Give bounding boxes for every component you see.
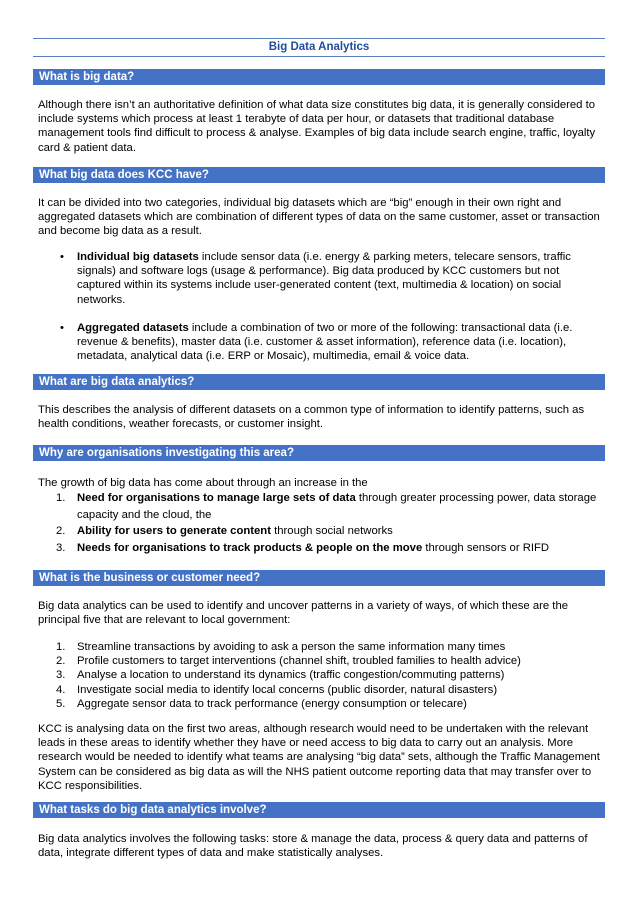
title-rule-top <box>33 38 605 39</box>
numbered-list-analytics-uses <box>56 640 602 711</box>
list-number: 5. <box>56 697 66 710</box>
list-item <box>56 683 602 697</box>
bullet-bold-term: Aggregated datasets <box>77 321 189 334</box>
list-number: 4. <box>56 683 66 696</box>
list-bold-text: Ability for users to generate content <box>77 525 271 537</box>
paragraph-growth-intro: The growth of big data has come about through an increase in the <box>38 477 368 489</box>
list-item <box>56 523 602 540</box>
list-text: Aggregate sensor data to track performance (energy consumption or telecare) <box>77 697 467 710</box>
list-item <box>56 490 602 523</box>
bullet-text: include sensor data (i.e. energy & parking meters, telecare sensors, traffic signals) and software logs (usage & performance). Big data produced by KCC customers but not captured within its systems include user-generated content (text, multimedia & location) on social networks. <box>77 251 571 306</box>
list-item <box>56 654 602 668</box>
paragraph-kcc-analysis: KCC is analysing data on the first two areas, although research would need to be undertaken with the relevant leads in these areas to identify whether they have or need access to big data to carry out an analysis. More research would be needed to identify what teams are analysing “big data” sets, although the Traffic Management System can be considered as big data as will the NHS patient outcome reporting data that may transfer over to KCC responsibilities. <box>38 723 600 792</box>
list-number: 2. <box>56 525 66 537</box>
section-heading-big-data-analytics: What are big data analytics? <box>33 374 605 390</box>
title-rule-bottom <box>33 56 605 57</box>
paragraph-analytics-tasks: Big data analytics involves the following tasks: store & manage the data, process & query data and patterns of data, integrate different types of data and make statistically analyses. <box>38 833 588 860</box>
list-number: 1. <box>56 492 66 504</box>
section-heading-why-investigating: Why are organisations investigating this area? <box>33 445 605 461</box>
list-text: Analyse a location to understand its dynamics (traffic congestion/commuting patterns) <box>77 669 505 682</box>
section-heading-business-need: What is the business or customer need? <box>33 570 605 586</box>
bullet-list-dataset-types <box>38 250 594 363</box>
bullet-item <box>38 321 594 364</box>
list-bold-text: Needs for organisations to track products & people on the move <box>77 541 423 554</box>
bullet-item <box>38 250 594 307</box>
list-text: Profile customers to target interventions (channel shift, troubled families to health advice) <box>77 655 521 668</box>
list-text: through greater processing power, data storage capacity and the cloud, the <box>77 492 597 521</box>
list-number: 1. <box>56 641 66 653</box>
paragraph-patterns-intro: Big data analytics can be used to identify and uncover patterns in a variety of ways, of which these are the principal five that are relevant to local government: <box>38 600 569 627</box>
section-heading-analytics-tasks: What tasks do big data analytics involve? <box>33 802 605 818</box>
list-number: 3. <box>56 669 66 682</box>
bullet-dot-icon: • <box>60 321 64 334</box>
bullet-bold-term: Individual big datasets <box>77 251 199 263</box>
section-heading-what-is-big-data: What is big data? <box>33 69 605 85</box>
list-text: Streamline transactions by avoiding to ask a person the same information many times <box>77 641 506 653</box>
list-number: 3. <box>56 541 66 554</box>
list-number: 2. <box>56 655 66 668</box>
paragraph-big-data-definition: Although there isn’t an authoritative definition of what data size constitutes big data, it is generally considered to include systems which process at least 1 terabyte of data per hour, or datasets that traditional database management tools find difficult to process & analyse. Examples of big data include search engine, traffic, loyalty card & patient data. <box>38 99 596 154</box>
list-text: Investigate social media to identify local concerns (public disorder, natural disasters) <box>77 683 498 696</box>
list-item <box>56 697 602 711</box>
numbered-list-growth-drivers <box>56 490 602 556</box>
paragraph-two-categories: It can be divided into two categories, individual big datasets which are “big” enough in their own right and aggregated datasets which are combination of different types of data on the same customer, asset or transaction and become big data as a result. <box>38 197 600 238</box>
document-title: Big Data Analytics <box>268 41 370 53</box>
list-item <box>56 668 602 682</box>
bullet-text: include a combination of two or more of the following: transactional data (i.e. revenue & benefits), master data (i.e. customer & asset information), reference data (i.e. location), metadata, analytical data (i.e. ERP or Mosaic), multimedia, email & voice data. <box>77 321 573 363</box>
list-text: through sensors or RIFD <box>422 541 550 554</box>
list-item <box>56 540 602 557</box>
list-text: through social networks <box>270 525 393 537</box>
list-bold-text: Need for organisations to manage large sets of data <box>77 492 356 504</box>
section-heading-kcc-big-data: What big data does KCC have? <box>33 167 605 183</box>
paragraph-analytics-description: This describes the analysis of different datasets on a common type of information to identify patterns, such as health conditions, weather forecasts, or customer insight. <box>38 404 585 431</box>
bullet-dot-icon: • <box>60 251 64 263</box>
list-item <box>56 640 602 654</box>
